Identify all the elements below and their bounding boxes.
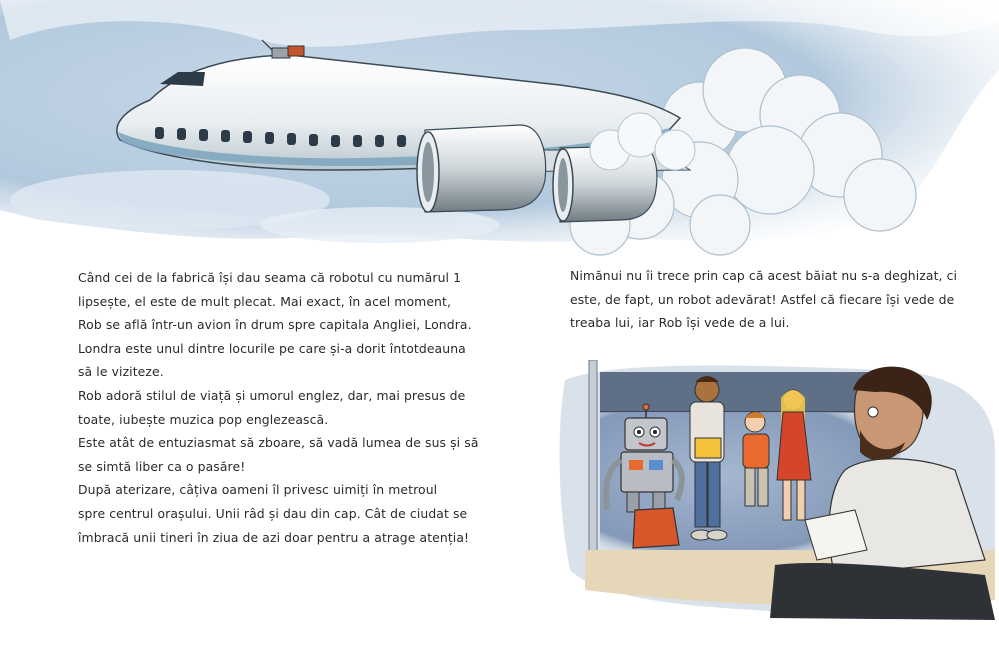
text-line: Când cei de la fabrică își dau seama că robotul cu numărul 1	[78, 270, 462, 285]
text-line: Rob adoră stilul de viață și umorul englez, dar, mai presus de	[78, 387, 466, 403]
text-line: Este atât de entuziasmat să zboare, să vadă lumea de sus și să	[78, 435, 479, 451]
text-line: se simtă liber ca o pasăre!	[78, 458, 246, 474]
story-text-left	[78, 266, 479, 549]
text-line: să le viziteze.	[78, 364, 164, 380]
text-line: toate, iubește muzica pop englezească.	[78, 411, 329, 427]
text-line: îmbracă unii tineri în ziua de azi doar pentru a atrage atenția!	[78, 529, 470, 545]
airplane-illustration	[0, 0, 999, 265]
text-line: Rob se află într-un avion în drum spre capitala Angliei, Londra.	[78, 317, 472, 333]
text-line: spre centrul orașului. Unii râd și dau din cap. Cât de ciudat se	[78, 505, 468, 521]
engine-icon	[417, 125, 546, 212]
story-text-right	[570, 264, 958, 335]
metro-illustration	[555, 360, 999, 622]
text-line: Londra este unul dintre locurile pe care și-a dorit întotdeauna	[78, 340, 466, 356]
text-line: După aterizare, câțiva oameni îl privesc uimiți în metroul	[78, 482, 438, 498]
text-line: treaba lui, iar Rob își vede de a lui.	[570, 315, 790, 331]
text-line: lipsește, el este de mult plecat. Mai exact, în acel moment,	[78, 293, 451, 309]
text-line: este, de fapt, un robot adevărat! Astfel că fiecare își vede de	[570, 291, 955, 307]
text-line: Nimănui nu îi trece prin cap că acest băiat nu s-a deghizat, ci	[570, 268, 958, 283]
